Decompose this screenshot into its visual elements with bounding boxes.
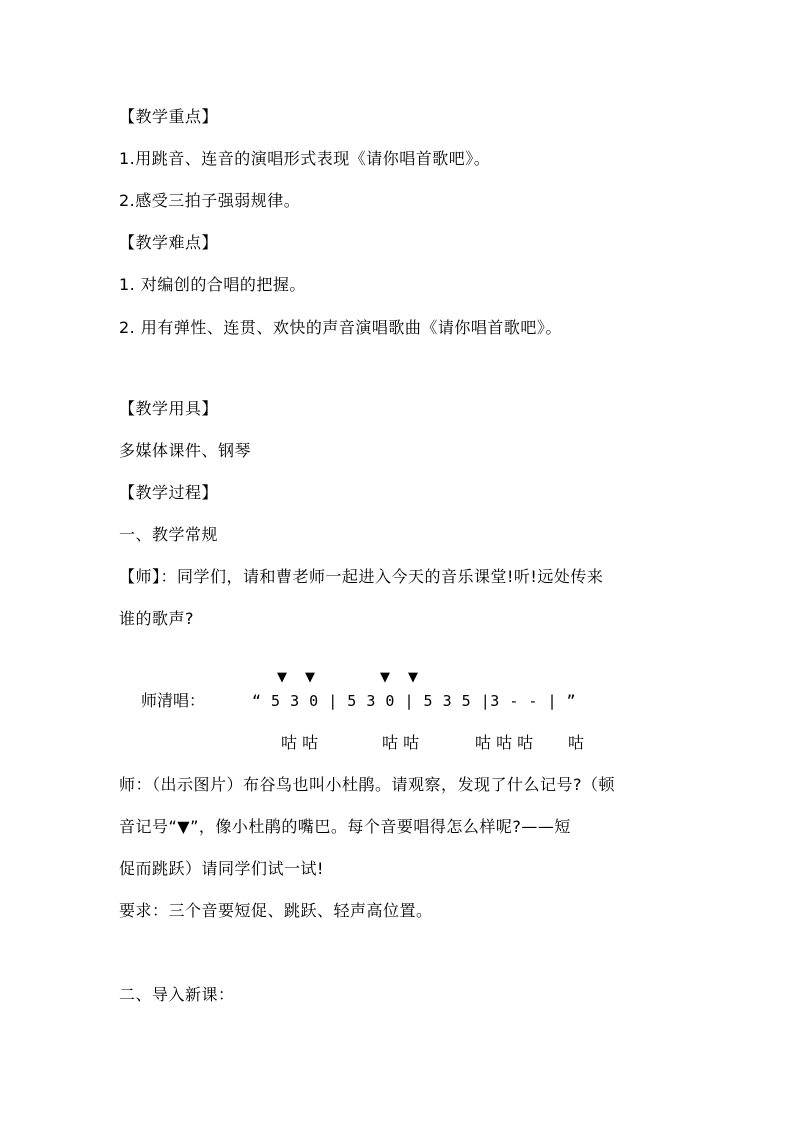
- lyrics-group-1: 咕 咕: [281, 733, 319, 752]
- process-heading: 【教学过程】: [119, 483, 219, 502]
- paragraph-line-3: 促而跳跃）请同学们试一试!: [119, 859, 324, 878]
- difficulty-item-1: 1. 对编创的合唱的把握。: [119, 275, 306, 294]
- lyrics-group-3: 咕 咕 咕: [475, 733, 534, 752]
- tools-heading: 【教学用具】: [119, 399, 219, 418]
- step2-heading: 二、导入新课：: [119, 985, 235, 1004]
- score-label: 师清唱：: [141, 691, 206, 710]
- focus-item-1: 1.用跳音、连音的演唱形式表现《请你唱首歌吧》。: [119, 149, 491, 168]
- paragraph-line-1: 师：（出示图片）布谷鸟也叫小杜鹃。请观察，发现了什么记号?（顿: [119, 775, 615, 794]
- lyrics-group-2: 咕 咕: [382, 733, 420, 752]
- staccato-mark: ▼: [277, 670, 287, 685]
- lyrics-group-4: 咕: [568, 733, 585, 752]
- requirement-line: 要求：三个音要短促、跳跃、轻声高位置。: [119, 901, 433, 920]
- score-notes: “ 5 3 0 | 5 3 0 | 5 3 5 |3 - - | ”: [252, 692, 577, 710]
- difficulty-item-2: 2. 用有弹性、连贯、欢快的声音演唱歌曲《请你唱首歌吧》。: [119, 318, 562, 337]
- focus-item-2: 2.感受三拍子强弱规律。: [119, 191, 301, 210]
- step1-heading: 一、教学常规: [119, 525, 219, 544]
- staccato-mark: ▼: [380, 670, 390, 685]
- staccato-mark: ▼: [408, 670, 418, 685]
- tools-text: 多媒体课件、钢琴: [119, 441, 252, 460]
- teacher-line-1: 【师】：同学们，请和曹老师一起进入今天的音乐课堂!听!远处传来: [119, 567, 604, 586]
- staccato-mark: ▼: [305, 670, 315, 685]
- teacher-line-2: 谁的歌声?: [119, 609, 194, 628]
- focus-heading: 【教学重点】: [119, 107, 219, 126]
- paragraph-line-2: 音记号“▼”，像小杜鹃的嘴巴。每个音要唱得怎么样呢?——短: [119, 817, 571, 836]
- difficulty-heading: 【教学难点】: [119, 233, 219, 252]
